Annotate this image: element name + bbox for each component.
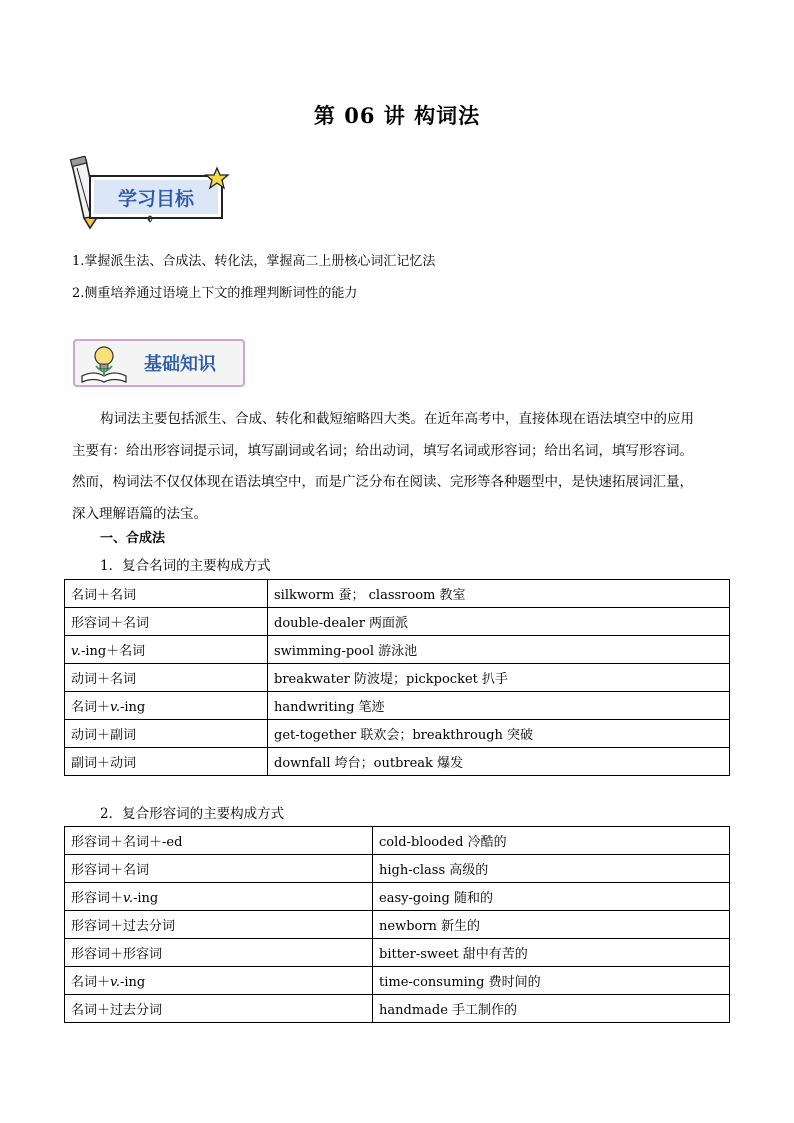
- table-row: [65, 827, 730, 855]
- pattern-cell: v.-ing＋名词: [65, 636, 268, 664]
- pattern-cell: 副词＋动词: [65, 748, 268, 776]
- pattern-cell: 名词＋名词: [65, 580, 268, 608]
- table-row: [65, 636, 730, 664]
- objective-2: 2.侧重培养通过语境上下文的推理判断词性的能力: [72, 286, 358, 301]
- pattern-cell: 形容词＋名词: [65, 855, 373, 883]
- objectives-badge: [68, 156, 238, 234]
- table-row: [65, 883, 730, 911]
- subsection-heading: 1．复合名词的主要构成方式: [100, 558, 271, 574]
- table-row: [65, 967, 730, 995]
- example-cell: high-class 高级的: [373, 855, 730, 883]
- table-row: [65, 939, 730, 967]
- intro-line: 主要有：给出形容词提示词，填写副词或名词；给出动词，填写名词或形容词；给出名词，填写形容词。: [72, 442, 693, 459]
- example-cell: newborn 新生的: [373, 911, 730, 939]
- intro-line: 然而，构词法不仅仅体现在语法填空中，而是广泛分布在阅读、完形等各种题型中，是快速拓展词汇量，: [72, 474, 693, 490]
- example-cell: handwriting 笔迹: [268, 692, 730, 720]
- pattern-cell: 名词＋v.-ing: [65, 967, 373, 995]
- example-cell: downfall 垮台；outbreak 爆发: [268, 748, 730, 776]
- knowledge-badge: [72, 338, 247, 390]
- example-cell: breakwater 防波堤；pickpocket 扒手: [268, 664, 730, 692]
- objective-1: 1.掌握派生法、合成法、转化法，掌握高二上册核心词汇记忆法: [72, 254, 436, 269]
- table-row: [65, 664, 730, 692]
- pattern-cell: 形容词＋v.-ing: [65, 883, 373, 911]
- example-cell: get-together 联欢会；breakthrough 突破: [268, 720, 730, 748]
- table-row: [65, 692, 730, 720]
- example-cell: time-consuming 费时间的: [373, 967, 730, 995]
- example-cell: bitter-sweet 甜中有苦的: [373, 939, 730, 967]
- example-cell: cold-blooded 冷酷的: [373, 827, 730, 855]
- example-cell: silkworm 蚕； classroom 教室: [268, 580, 730, 608]
- intro-line: 构词法主要包括派生、合成、转化和截短缩略四大类。在近年高考中，直接体现在语法填空中的应用: [100, 411, 694, 427]
- pattern-cell: 名词＋v.-ing: [65, 692, 268, 720]
- table-row: [65, 748, 730, 776]
- section-heading: 一、合成法: [100, 531, 166, 546]
- example-cell: double-dealer 两面派: [268, 608, 730, 636]
- intro-paragraph: [72, 404, 724, 530]
- pattern-cell: 形容词＋形容词: [65, 939, 373, 967]
- table-row: [65, 608, 730, 636]
- table-row: [65, 580, 730, 608]
- knowledge-badge-label: 基础知识: [144, 354, 216, 375]
- objectives-badge-label: 学习目标: [117, 188, 195, 210]
- subsection-heading: 2．复合形容词的主要构成方式: [100, 806, 285, 822]
- table-row: [65, 911, 730, 939]
- pattern-cell: 形容词＋名词＋-ed: [65, 827, 373, 855]
- page-title: 第 06 讲 构词法: [313, 103, 481, 128]
- pattern-cell: 动词＋副词: [65, 720, 268, 748]
- example-cell: handmade 手工制作的: [373, 995, 730, 1023]
- pattern-cell: 形容词＋过去分词: [65, 911, 373, 939]
- example-cell: easy-going 随和的: [373, 883, 730, 911]
- example-cell: swimming-pool 游泳池: [268, 636, 730, 664]
- pattern-cell: 动词＋名词: [65, 664, 268, 692]
- table-row: [65, 855, 730, 883]
- intro-line: 深入理解语篇的法宝。: [72, 505, 207, 522]
- table-row: [65, 720, 730, 748]
- table-row: [65, 995, 730, 1023]
- compound-adjective-table: [64, 826, 730, 1023]
- pattern-cell: 名词＋过去分词: [65, 995, 373, 1023]
- pattern-cell: 形容词＋名词: [65, 608, 268, 636]
- compound-noun-table: [64, 579, 730, 776]
